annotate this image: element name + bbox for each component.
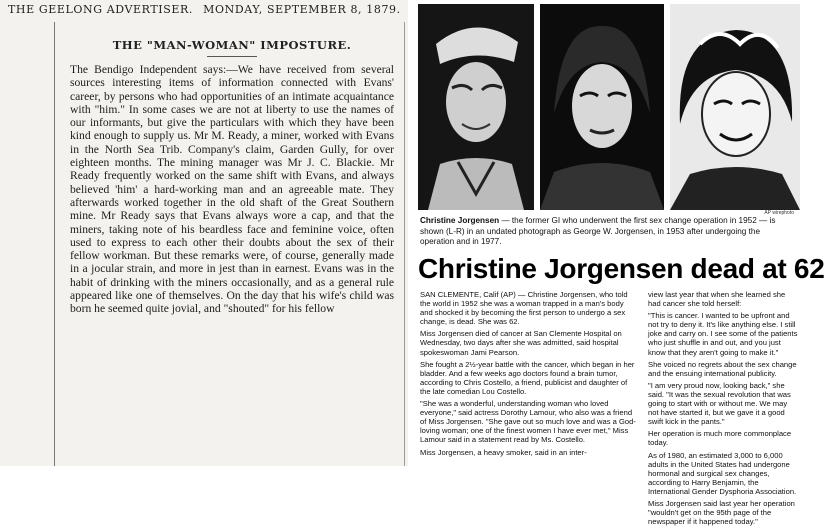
paragraph: view last year that when she learned she had cancer she told herself: [648,290,786,309]
paragraph: Her operation is much more commonplace today. [648,429,792,448]
photo-christine-1977 [670,4,800,210]
paragraph: Miss Jorgensen said last year her operation "wouldn't get on the 95th page of the newspaper if it happened today." [648,498,795,527]
paragraph: "I am very proud now, looking back," she said. "It was the sexual revolution that was going to start with or without me. We may not have started it, but we gave it a good swift kick in the pants." [648,380,791,427]
article-column-2 [648,290,798,529]
photo-christine-1953 [540,4,664,210]
paragraph: "This is cancer. I wanted to be upfront and not try to deny it. It's like anything else. I still joke and carry on. I see some of the patients who just shuffle in and out, and you just know that they aren't going to make it." [648,311,798,357]
paragraph: SAN CLEMENTE, Calif (AP) — Christine Jorgensen, who told the world in 1952 she was a woman trapped in a man's body and shocked it by becoming the first person to undergo a sex change, is dead. She was 62. [420,290,628,327]
geelong-clipping [0,0,408,466]
masthead-date: MONDAY, SEPTEMBER 8, 1879. [203,3,401,16]
article-paragraph: The Bendigo Independent says:—We have received from several sources interesting items of information connected with Evans' career, by persons who had opportunities of an intimate acquaintance with "him." In some cases we are not at liberty to use the names of our informants, but give the particulars with which they have been kind enough to supply us. Mr M. Ready, a miner, worked with Evans in the North Sea Trib. Company's claim, Garden Gully, for over eighteen months. The mining manager was Mr J. C. Blackie. Mr Ready frequently worked on the same shift with Evans, and always believed 'him' a hard-working man and an agreeable mate. They afterwards worked together in the old shaft of the Great Southern mine. Mr Ready says that Evans always wore a cap, and that the miners, taking note of his beardless face and feminine voice, often used to express to each other their doubts about the sex of their fellow workman. But these remarks were, of course, generally made in a jocular strain, and more in jest than in earnest. Evans was in the habit of drinking with the miners occasionally, and as a general rule appeared like one of themselves. On the day that his wife's child was born he seemed quite jovial, and "shouted" for his fellow [70,63,394,316]
article-column [70,38,394,316]
paragraph: As of 1980, an estimated 3,000 to 6,000 adults in the United States had undergone hormonal and surgical sex changes, according to Harry Benjamin, the International Gender Dysphoria Association. [648,450,797,496]
masthead-paper: THE GEELONG ADVERTISER. [8,3,193,16]
photo-caption [420,216,796,248]
article-title: Christine Jorgensen dead at 62 [418,253,824,284]
portrait-3-image [670,4,800,210]
jorgensen-clipping [418,0,824,527]
portrait-1-image [418,4,534,210]
headline-rule [207,56,257,57]
paragraph: She voiced no regrets about the sex change and the ensuing international publicity. [648,359,797,378]
article-column-1 [420,290,636,460]
paragraph: Miss Jorgensen died of cancer at San Clemente Hospital on Wednesday, two days after she was admitted, said hospital spokeswoman Jami Pearson. [420,329,622,357]
portrait-2-image [540,4,664,210]
paragraph: "She was a wonderful, understanding woman who loved everyone," said actress Dorothy Lamour, who also was a friend of Miss Jorgensen. "She gave out so much love and was a God-loving woman; one of the finest women I have ever met," Miss Lamour said in a statement read by Ms. Costello. [420,399,636,445]
column-rule-right [404,22,405,466]
photo-credit: AP wirephoto [764,210,794,216]
photo-george-jorgensen [418,4,534,210]
photo-strip [418,0,800,210]
masthead [8,3,404,19]
paragraph: She fought a 2½-year battle with the cancer, which began in her bladder. And a few weeks ago doctors found a brain tumor, according to Chris Costello, a friend, publicist and daughter of the late comedian Lou Costello. [420,359,635,396]
caption-text: — the former GI who underwent the first sex change operation in 1952 — is shown (L-R) in an undated photograph as George W. Jorgensen, in 1953 after undergoing the operation and in 1977. [420,216,776,246]
article-headline: THE "MAN-WOMAN" IMPOSTURE. [112,38,352,52]
article-body [70,63,394,316]
paragraph: Miss Jorgensen, a heavy smoker, said in an inter- [420,447,587,457]
column-rule-left [54,22,55,466]
caption-name: Christine Jorgensen [420,216,500,225]
